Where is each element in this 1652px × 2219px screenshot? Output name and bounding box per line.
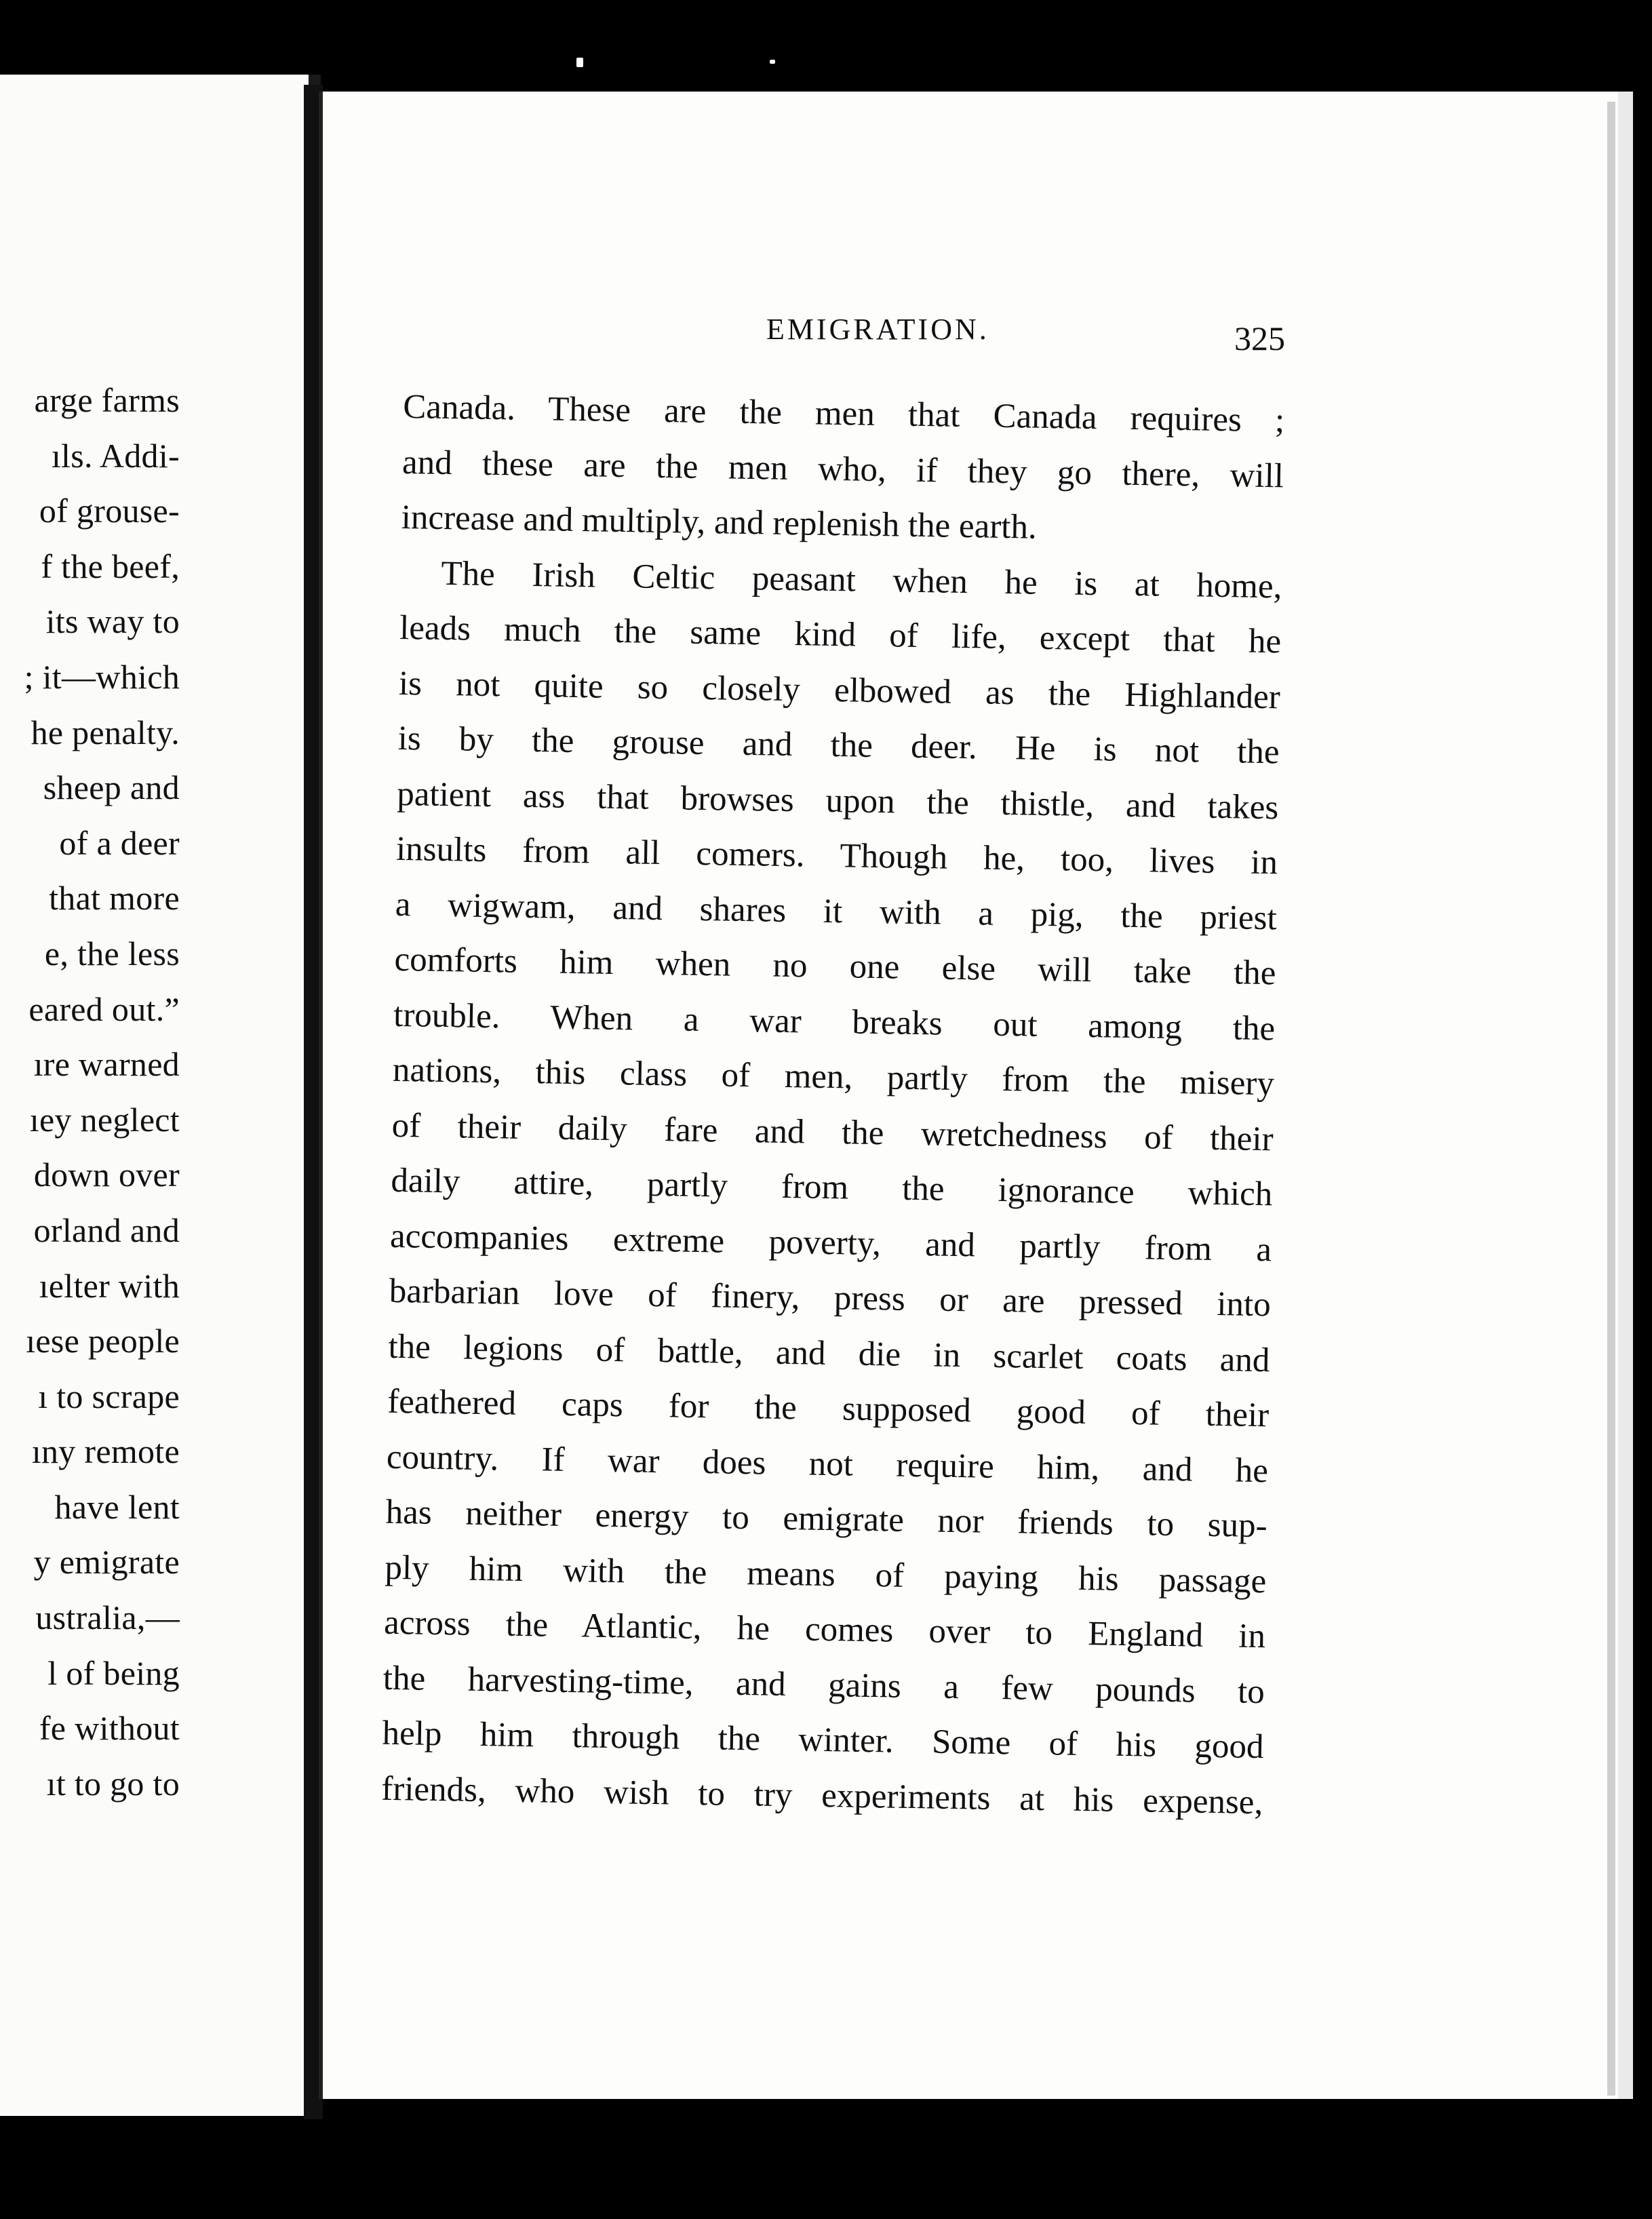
text-line: the harvesting-time, and gains a few pounds to xyxy=(382,1659,1265,1711)
left-line: eared out.” xyxy=(28,989,180,1028)
left-line: its way to xyxy=(45,602,180,641)
left-line: e, the less xyxy=(44,934,180,973)
scan-speck xyxy=(576,58,583,67)
text-line: is by the grouse and the deer. He is not the xyxy=(397,719,1280,772)
running-head: EMIGRATION. xyxy=(766,313,989,346)
left-line: down over xyxy=(33,1156,180,1194)
left-line: ustralia,— xyxy=(35,1598,180,1637)
left-line: sheep and xyxy=(43,768,180,807)
left-line: ıt to go to xyxy=(46,1764,180,1803)
left-line: ı to scrape xyxy=(38,1377,180,1415)
left-line: ıny remote xyxy=(31,1432,180,1471)
left-page-text xyxy=(24,373,180,1811)
text-line: the legions of battle, and die in scarlet coats and xyxy=(388,1327,1270,1379)
text-line: and these are the men who, if they go there, will xyxy=(401,443,1284,495)
left-line: ; it—which xyxy=(24,657,180,696)
text-line: is not quite so closely elbowed as the Highlander xyxy=(398,664,1281,716)
left-line: ıls. Addi- xyxy=(51,436,180,475)
left-line: he penalty. xyxy=(31,713,180,751)
text-line: country. If war does not require him, and he xyxy=(386,1438,1269,1490)
text-line: a wigwam, and shares it with a pig, the priest xyxy=(395,885,1278,937)
left-line: ıese people xyxy=(26,1322,180,1360)
left-line: ıey neglect xyxy=(29,1100,180,1139)
left-page-fragment xyxy=(0,75,321,2116)
text-line: feathered caps for the supposed good of their xyxy=(387,1382,1270,1435)
text-line: increase and multiply, and replenish the earth. xyxy=(401,498,1038,547)
left-line: f the beef, xyxy=(41,547,180,585)
scan-speck xyxy=(770,60,775,64)
text-line: leads much the same kind of life, except that he xyxy=(399,608,1282,661)
text-line: of their daily fare and the wretchedness of their xyxy=(391,1106,1274,1158)
text-line: Canada. These are the men that Canada requires ; xyxy=(402,387,1285,440)
body-text xyxy=(381,380,1285,1830)
page-number: 325 xyxy=(1234,319,1285,357)
text-line: accompanies extreme poverty, and partly from a xyxy=(389,1217,1272,1269)
left-line: arge farms xyxy=(34,381,180,419)
left-line: y emigrate xyxy=(33,1543,180,1582)
text-line: comforts him when no one else will take the xyxy=(394,940,1276,993)
text-line: nations, this class of men, partly from the misery xyxy=(392,1050,1275,1103)
page-edge xyxy=(1607,102,1615,2096)
text-line: The Irish Celtic peasant when he is at home, xyxy=(441,554,1282,606)
text-line: patient ass that browses upon the thistle, and takes xyxy=(396,774,1279,827)
left-line: fe without xyxy=(39,1709,180,1748)
text-line: has neither energy to emigrate nor friends to sup- xyxy=(385,1493,1268,1546)
text-line: barbarian love of finery, press or are pressed into xyxy=(389,1272,1272,1324)
left-line: ıelter with xyxy=(39,1266,180,1305)
left-line: of a deer xyxy=(59,823,180,862)
left-line: have lent xyxy=(54,1487,180,1526)
text-line: across the Atlantic, he comes over to England in xyxy=(383,1603,1266,1656)
left-line: that more xyxy=(49,879,180,918)
text-line: trouble. When a war breaks out among the xyxy=(393,996,1276,1048)
left-line: of grouse- xyxy=(39,492,180,530)
text-line: help him through the winter. Some of his good xyxy=(382,1714,1264,1767)
text-line: insults from all comers. Though he, too, lives in xyxy=(395,829,1278,882)
text-line: friends, who wish to try experiments at his expense, xyxy=(380,1769,1263,1822)
left-line: ıre warned xyxy=(33,1045,180,1084)
left-line: l of being xyxy=(47,1653,180,1692)
left-line: orland and xyxy=(33,1211,180,1249)
text-line: ply him with the means of paying his passage xyxy=(385,1548,1267,1601)
text-line: daily attire, partly from the ignorance which xyxy=(391,1161,1273,1214)
